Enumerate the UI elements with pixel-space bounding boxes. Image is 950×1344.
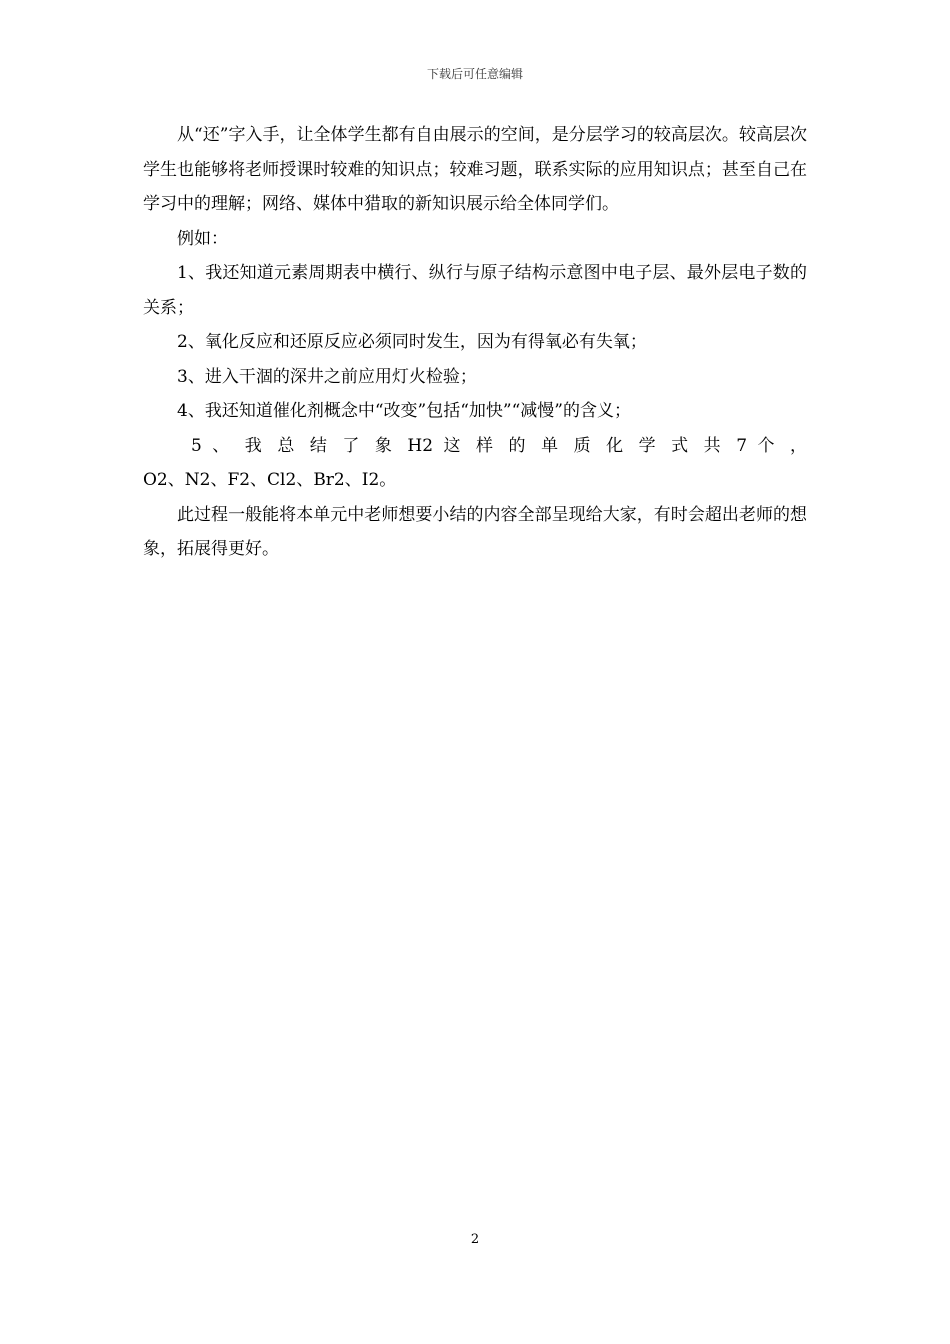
list-item-5 — [143, 429, 807, 498]
page-number: 2 — [470, 1232, 480, 1247]
example-label: 例如： — [177, 228, 228, 249]
document-body — [143, 118, 807, 567]
list-item-5-line2: O2、N2、F2、Cl2、Br2、I2。 — [143, 470, 397, 490]
closing-paragraph: 此过程一般能将本单元中老师想要小结的内容全部呈现给大家，有时会超出老师的想象，拓展得更好。 — [143, 504, 807, 559]
list-item-2: 2、氧化反应和还原反应必须同时发生，因为有得氧必有失氧； — [177, 332, 647, 352]
page-header: 下载后可任意编辑 — [426, 67, 523, 81]
list-item-3: 3、进入干涸的深井之前应用灯火检验； — [177, 366, 477, 387]
intro-paragraph: 从“还”字入手，让全体学生都有自由展示的空间，是分层学习的较高层次。较高层次学生也能够将老师授课时较难的知识点；较难习题，联系实际的应用知识点；甚至自己在学习中的理解；网络、媒体中猎取的新知识展示给全体同学们。 — [143, 125, 807, 214]
list-item-4: 4、我还知道催化剂概念中“改变”包括“加快”“减慢”的含义； — [177, 401, 631, 421]
list-item-5-line1: 5 、 我 总 结 了 象 H2 这 样 的 单 质 化 学 式 共 7 个 ， — [191, 435, 807, 456]
list-item-1: 1、我还知道元素周期表中横行、纵行与原子结构示意图中电子层、最外层电子数的关系； — [143, 263, 807, 318]
